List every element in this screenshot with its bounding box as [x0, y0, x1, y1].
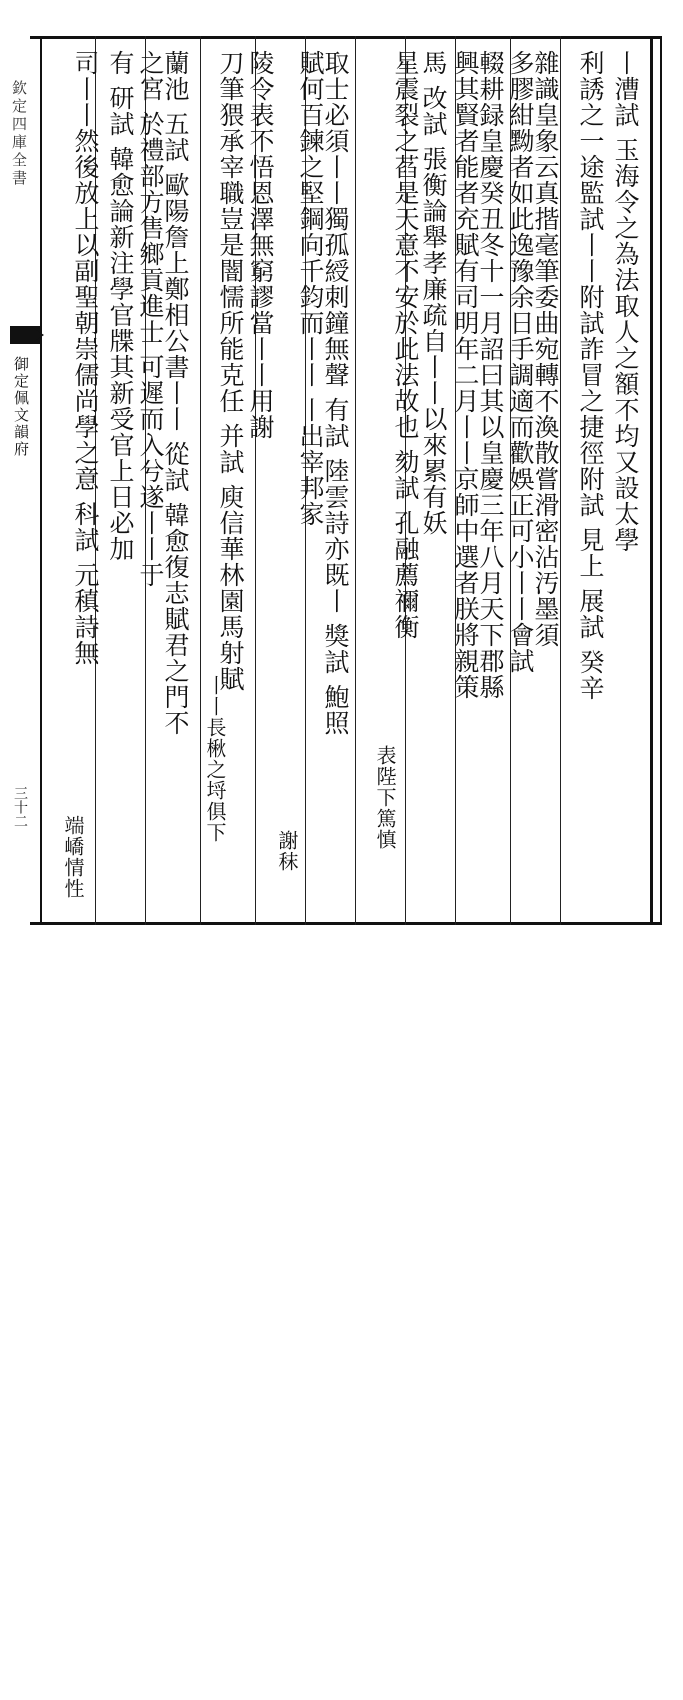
text-column-16b: 端嶠情性 [61, 815, 85, 899]
fore-edge-rule [40, 36, 42, 925]
text-column-12b: 丨丨長楸之埒俱下 [203, 675, 227, 843]
page-number: 三十二 [12, 786, 28, 828]
text-column-7: 馬 改試 張衡論舉孝廉疏自丨丨以來累有妖 [419, 50, 448, 536]
text-column-5: 輟耕録皇慶癸丑冬十一月詔曰其以皇慶三年八月天下郡縣 [476, 50, 505, 700]
frame-right-rule-outer [660, 36, 662, 925]
text-column-14: 之宮 於禮部方售鄉貢進士 可遲而入兮遂丨丨于 [136, 50, 165, 588]
text-column-15: 有 研試 韓愈論新注學官牒其新受官上日必加 [106, 50, 135, 562]
frame-bottom-rule [30, 922, 660, 925]
text-column-16: 司丨丨然後放上以副聖朝崇儒尚學之意 科試 元稹詩無 [71, 50, 100, 666]
running-title: 欽定四庫全書 [10, 80, 28, 188]
text-column-3: 雜識皇象云真揩毫筆委曲宛轉不渙散嘗滑密沾汚墨須 [531, 50, 560, 648]
frame-top-rule [30, 36, 660, 39]
text-column-12: 刀筆猥承宰職豈是闇懦所能克任 并試 庾信華林園馬射賦 [216, 50, 245, 692]
text-column-4: 多膠紺黝者如此逸豫余日手調適而歡娛正可小丨丨會試 [506, 50, 535, 674]
text-column-8: 星震裂之萏是天意不安於此法故也 劾試 孔融薦禰衡 [391, 50, 420, 640]
text-column-6: 興其賢者能者充賦有司明年二月丨丨京師中選者朕將親策 [451, 50, 480, 700]
frame-right-rule [650, 36, 653, 925]
text-column-13: 蘭池 五試 歐陽詹上鄭相公書丨丨 從試 韓愈復志賦君之門不 [161, 50, 190, 736]
collection-title: 御定佩文韻府 [12, 356, 30, 458]
text-column-10: 賦何百鍊之堅鋼向千鈞而丨丨 丨出宰邦家 [296, 50, 325, 527]
text-column-1: 丨漕試 玉海令之為法取人之額不均又設太學 [611, 50, 640, 553]
text-column-8b: 表陛下篤慎 [373, 745, 397, 850]
fore-edge-margin [0, 36, 44, 925]
text-column-10b: 謝秣 [275, 830, 299, 872]
text-column-9: 取士必須丨丨獨孤綬刺鐘無聲 有試 陸雲詩亦既丨 獎試 鮑照 [321, 50, 350, 736]
text-column-2: 利誘之一途監試丨丨附試詐冒之捷徑附試 見上 展試 癸辛 [576, 50, 605, 701]
text-column-11: 陵令表不悟恩澤無窮謬當丨丨用謝 [246, 50, 275, 440]
